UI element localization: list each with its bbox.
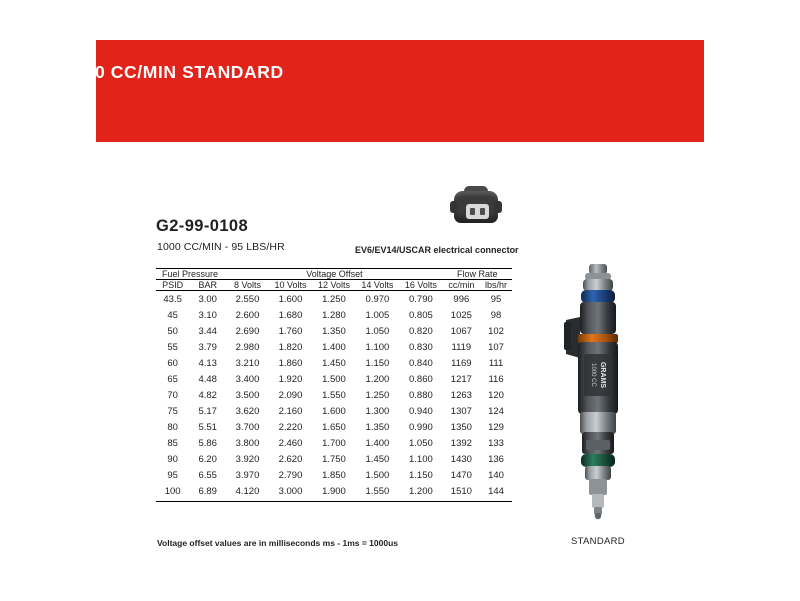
- cell-lbshr: 95: [490, 293, 502, 305]
- table-column-header-row: [156, 280, 512, 291]
- group-header-voltage-offset: Voltage Offset: [226, 269, 442, 280]
- table-row: [156, 403, 512, 419]
- cell-psid: 75: [167, 405, 178, 417]
- connector-pin-right: [480, 208, 485, 215]
- cell-v14: 1.200: [365, 373, 390, 385]
- cell-v12: 1.280: [322, 309, 346, 321]
- cell-v8: 3.970: [235, 469, 260, 481]
- cell-bar: 5.86: [198, 437, 217, 449]
- cell-lbshr: 111: [488, 357, 504, 369]
- cell-bar: 4.82: [198, 389, 217, 401]
- cell-psid: 45: [167, 309, 178, 321]
- cell-lbshr: 136: [488, 453, 504, 465]
- cell-v12: 1.600: [322, 405, 346, 417]
- spec-table: [156, 268, 512, 502]
- fuel-injector-image: [556, 262, 640, 530]
- cell-psid: 100: [156, 483, 189, 501]
- cell-v8: 3.500: [235, 389, 260, 401]
- table-row: [156, 371, 512, 387]
- cell-v12: 1.450: [322, 357, 346, 369]
- table-row: [156, 355, 512, 371]
- cell-v14: 1.150: [365, 357, 390, 369]
- cell-bar: 3.44: [198, 325, 217, 337]
- cell-ccmin: 1307: [450, 405, 472, 417]
- cell-bar: 3.10: [198, 309, 217, 321]
- cell-v8: 3.920: [235, 453, 260, 465]
- cell-lbshr: 120: [488, 389, 504, 401]
- cell-v14: 1.350: [365, 421, 390, 433]
- table-group-header-row: [156, 269, 512, 280]
- column-header-12-volts: 12 Volts: [312, 280, 355, 291]
- cell-lbshr: 98: [490, 309, 502, 321]
- cell-bar: 6.89: [189, 483, 226, 501]
- cell-lbshr: 116: [488, 373, 504, 385]
- cell-v12: 1.250: [322, 293, 346, 305]
- cell-v14: 1.100: [365, 341, 390, 353]
- column-header-10-volts: 10 Volts: [269, 280, 312, 291]
- cell-v16: 1.050: [409, 437, 433, 449]
- table-row: [156, 467, 512, 483]
- cell-v14: 1.550: [356, 483, 399, 501]
- cell-v16: 1.200: [399, 483, 442, 501]
- cell-v12: 1.500: [322, 373, 346, 385]
- cell-v16: 0.820: [409, 325, 433, 337]
- connector-face: [466, 204, 489, 219]
- cell-psid: 43.5: [163, 293, 182, 305]
- cell-v10: 1.920: [278, 373, 303, 385]
- cell-psid: 95: [167, 469, 178, 481]
- cell-ccmin: 1350: [450, 421, 472, 433]
- cell-v16: 0.805: [409, 309, 433, 321]
- cell-v10: 2.620: [278, 453, 303, 465]
- cell-v10: 2.090: [278, 389, 303, 401]
- cell-v12: 1.350: [322, 325, 346, 337]
- cell-lbshr: 133: [488, 437, 504, 449]
- cell-v8: 3.620: [235, 405, 260, 417]
- injector-brand-text: GRAMS: [599, 361, 606, 389]
- cell-v16: 1.100: [409, 453, 433, 465]
- cell-v16: 0.990: [409, 421, 433, 433]
- cell-v10: 1.760: [278, 325, 303, 337]
- cell-v12: 1.650: [322, 421, 346, 433]
- cell-psid: 85: [167, 437, 178, 449]
- cell-v12: 1.550: [322, 389, 346, 401]
- cell-v8: 2.980: [235, 341, 260, 353]
- cell-v8: 3.210: [235, 357, 260, 369]
- cell-lbshr: 144: [480, 483, 512, 501]
- cell-v14: 1.400: [365, 437, 390, 449]
- cell-v10: 1.680: [278, 309, 303, 321]
- column-header-psid: PSID: [156, 280, 189, 291]
- cell-bar: 4.13: [198, 357, 217, 369]
- table-footnote: Voltage offset values are in milliseconds ms - 1ms = 1000us: [157, 538, 399, 548]
- table-row: [156, 339, 512, 355]
- cell-v16: 0.860: [409, 373, 433, 385]
- column-header-16-volts: 16 Volts: [399, 280, 442, 291]
- cell-v16: 0.940: [409, 405, 433, 417]
- injector-size-text: 1000 CC: [590, 363, 596, 387]
- cell-v14: 1.005: [365, 309, 390, 321]
- cell-psid: 50: [167, 325, 178, 337]
- cell-ccmin: 1025: [450, 309, 472, 321]
- cell-psid: 80: [167, 421, 178, 433]
- table-row: [156, 483, 512, 501]
- cell-v8: 3.800: [235, 437, 260, 449]
- cell-v14: 1.050: [365, 325, 390, 337]
- column-header-14-volts: 14 Volts: [356, 280, 399, 291]
- cell-v12: 1.400: [322, 341, 346, 353]
- table-row: [156, 387, 512, 403]
- cell-v14: 1.250: [365, 389, 390, 401]
- cell-bar: 4.48: [198, 373, 217, 385]
- part-number: G2-99-0108: [156, 217, 249, 235]
- cell-ccmin: 1470: [450, 469, 472, 481]
- cell-v16: 0.840: [409, 357, 433, 369]
- cell-bar: 6.20: [198, 453, 217, 465]
- electrical-connector-icon: [452, 185, 500, 229]
- table-row: [156, 435, 512, 451]
- spec-table-body: [156, 291, 512, 502]
- cell-v12: 1.700: [322, 437, 346, 449]
- injector-caption: STANDARD: [571, 536, 625, 547]
- connector-tab-left: [450, 201, 457, 213]
- connector-pin-left: [470, 208, 475, 215]
- table-row: [156, 307, 512, 323]
- group-header-flow-rate: Flow Rate: [443, 269, 512, 280]
- cell-v12: 1.850: [322, 469, 346, 481]
- cell-v8: 3.400: [235, 373, 260, 385]
- connector-caption: EV6/EV14/USCAR electrical connector: [355, 245, 519, 255]
- cell-bar: 6.55: [198, 469, 217, 481]
- table-row: [156, 323, 512, 339]
- cell-v8: 2.600: [235, 309, 260, 321]
- cell-ccmin: 1392: [450, 437, 472, 449]
- cell-v16: 0.830: [409, 341, 433, 353]
- cell-v10: 2.790: [278, 469, 303, 481]
- cell-v10: 2.220: [278, 421, 303, 433]
- cell-v16: 0.790: [409, 293, 433, 305]
- cell-v16: 0.880: [409, 389, 433, 401]
- cell-psid: 90: [167, 453, 178, 465]
- cell-ccmin: 1169: [451, 357, 472, 369]
- table-row: [156, 419, 512, 435]
- page-title: 1000 CC/MIN STANDARD: [64, 62, 284, 82]
- spec-table-wrapper: [156, 268, 512, 502]
- cell-v10: 1.600: [278, 293, 303, 305]
- cell-v8: 2.550: [235, 293, 260, 305]
- cell-lbshr: 140: [488, 469, 504, 481]
- cell-v10: 1.860: [278, 357, 303, 369]
- cell-lbshr: 124: [488, 405, 504, 417]
- cell-v10: 2.160: [278, 405, 303, 417]
- cell-v12: 1.900: [312, 483, 355, 501]
- column-header-ccmin: cc/min: [443, 280, 480, 291]
- cell-v8: 2.690: [235, 325, 260, 337]
- cell-v8: 3.700: [235, 421, 260, 433]
- cell-v8: 4.120: [226, 483, 269, 501]
- connector-tab-right: [495, 201, 502, 213]
- cell-ccmin: 1217: [450, 373, 472, 385]
- cell-psid: 70: [167, 389, 178, 401]
- cell-bar: 3.79: [198, 341, 217, 353]
- cell-v10: 3.000: [269, 483, 312, 501]
- group-header-fuel-pressure: Fuel Pressure: [156, 269, 226, 280]
- cell-v10: 2.460: [278, 437, 303, 449]
- cell-v14: 1.450: [365, 453, 390, 465]
- cell-v12: 1.750: [322, 453, 346, 465]
- cell-v10: 1.820: [278, 341, 303, 353]
- column-header-8-volts: 8 Volts: [226, 280, 269, 291]
- cell-psid: 60: [167, 357, 178, 369]
- cell-ccmin: 1119: [451, 341, 472, 353]
- cell-psid: 55: [167, 341, 178, 353]
- cell-v16: 1.150: [409, 469, 433, 481]
- cell-bar: 5.17: [198, 405, 217, 417]
- cell-lbshr: 129: [488, 421, 504, 433]
- cell-ccmin: 1067: [450, 325, 472, 337]
- cell-v14: 1.500: [365, 469, 390, 481]
- cell-lbshr: 102: [488, 325, 504, 337]
- cell-bar: 3.00: [198, 293, 217, 305]
- cell-ccmin: 1263: [450, 389, 472, 401]
- cell-v14: 0.970: [365, 293, 390, 305]
- table-row: [156, 451, 512, 467]
- connector-body: [454, 191, 498, 223]
- header-banner: [96, 40, 704, 142]
- column-header-lbshr: lbs/hr: [480, 280, 512, 291]
- cell-ccmin: 996: [453, 293, 470, 305]
- cell-psid: 65: [167, 373, 178, 385]
- column-header-bar: BAR: [189, 280, 226, 291]
- cell-lbshr: 107: [488, 341, 504, 353]
- part-description: 1000 CC/MIN - 95 LBS/HR: [157, 241, 285, 253]
- cell-ccmin: 1430: [450, 453, 472, 465]
- table-row: [156, 291, 512, 308]
- cell-v14: 1.300: [365, 405, 390, 417]
- cell-bar: 5.51: [198, 421, 217, 433]
- cell-ccmin: 1510: [443, 483, 480, 501]
